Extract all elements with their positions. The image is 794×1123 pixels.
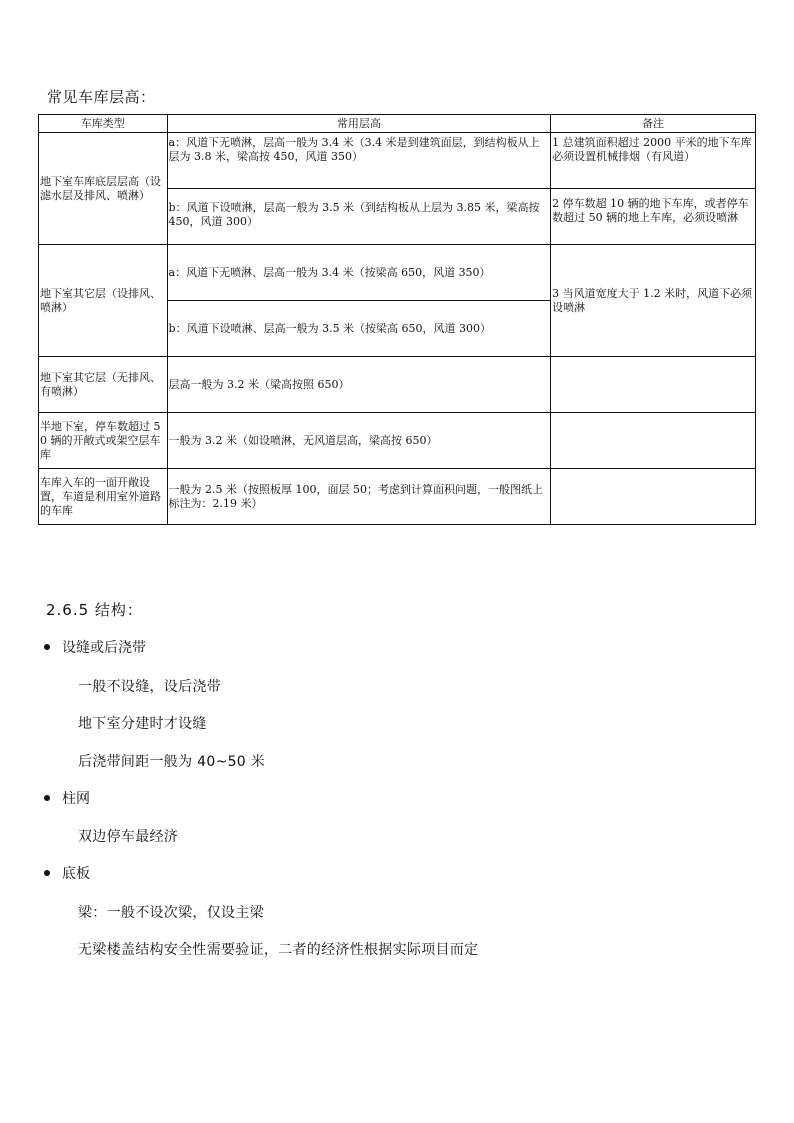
bullet-item [44, 863, 90, 883]
section-heading: 2.6.5 结构： [46, 601, 143, 619]
garage-type-cell: 地下室其它层（设排风、喷淋） [39, 245, 168, 357]
height-cell: 一般为 2.5 米（按照板厚 100，面层 50；考虑到计算面积问题，一般图纸上标注为：2.19 米） [167, 469, 551, 525]
column-header-height: 常用层高 [167, 115, 551, 133]
bullet-icon [44, 795, 50, 801]
height-cell: 层高一般为 3.2 米（梁高按照 650） [167, 357, 551, 413]
bullet-icon [44, 870, 50, 876]
note-cell [551, 357, 756, 413]
note-cell: 2 停车数超 10 辆的地下车库，或者停车数超过 50 辆的地上车库，必须设喷淋 [551, 189, 756, 245]
body-line: 梁：一般不设次梁，仅设主梁 [78, 905, 264, 921]
height-cell: 一般为 3.2 米（如设喷淋，无风道层高，梁高按 650） [167, 413, 551, 469]
body-line: 无梁楼盖结构安全性需要验证，二者的经济性根据实际项目而定 [78, 942, 479, 958]
table-row [39, 133, 756, 189]
garage-type-cell: 地下室车库底层层高（设滤水层及排风、喷淋） [39, 133, 168, 245]
garage-type-cell: 车库入车的一面开敞设置，车道是利用室外道路的车库 [39, 469, 168, 525]
bullet-label: 设缝或后浇带 [62, 640, 146, 656]
column-header-note: 备注 [551, 115, 756, 133]
table-row [39, 413, 756, 469]
table-row [39, 357, 756, 413]
bullet-item [44, 637, 146, 657]
note-cell [551, 469, 756, 525]
height-cell: b：风道下设喷淋、层高一般为 3.5 米（按梁高 650，风道 300） [167, 301, 551, 357]
table-title: 常见车库层高： [47, 88, 156, 106]
height-cell: a：风道下无喷淋、层高一般为 3.4 米（按梁高 650，风道 350） [167, 245, 551, 301]
body-line: 地下室分建时才设缝 [78, 716, 207, 732]
body-line: 一般不设缝，设后浇带 [78, 679, 221, 695]
column-header-type: 车库类型 [39, 115, 168, 133]
table-row [39, 245, 756, 301]
garage-type-cell: 地下室其它层（无排风、有喷淋） [39, 357, 168, 413]
note-cell: 3 当风道宽度大于 1.2 米时，风道下必须设喷淋 [551, 245, 756, 357]
note-cell: 1 总建筑面积超过 2000 平米的地下车库必须设置机械排烟（有风道） [551, 133, 756, 189]
garage-height-table [38, 114, 756, 525]
height-cell: b：风道下设喷淋，层高一般为 3.5 米（到结构板从上层为 3.85 米，梁高按 450，风道 300） [167, 189, 551, 245]
bullet-label: 柱网 [62, 791, 90, 807]
body-line: 后浇带间距一般为 40~50 米 [78, 754, 266, 770]
garage-type-cell: 半地下室，停车数超过 50 辆的开敞式或架空层车库 [39, 413, 168, 469]
table-header-row [39, 115, 756, 133]
bullet-icon [44, 644, 50, 650]
note-cell [551, 413, 756, 469]
table-row [39, 469, 756, 525]
height-cell: a：风道下无喷淋，层高一般为 3.4 米（3.4 米是到建筑面层，到结构板从上层为 3.8 米，梁高按 450，风道 350） [167, 133, 551, 189]
bullet-item [44, 788, 90, 808]
bullet-label: 底板 [62, 866, 90, 882]
body-line: 双边停车最经济 [78, 829, 179, 845]
